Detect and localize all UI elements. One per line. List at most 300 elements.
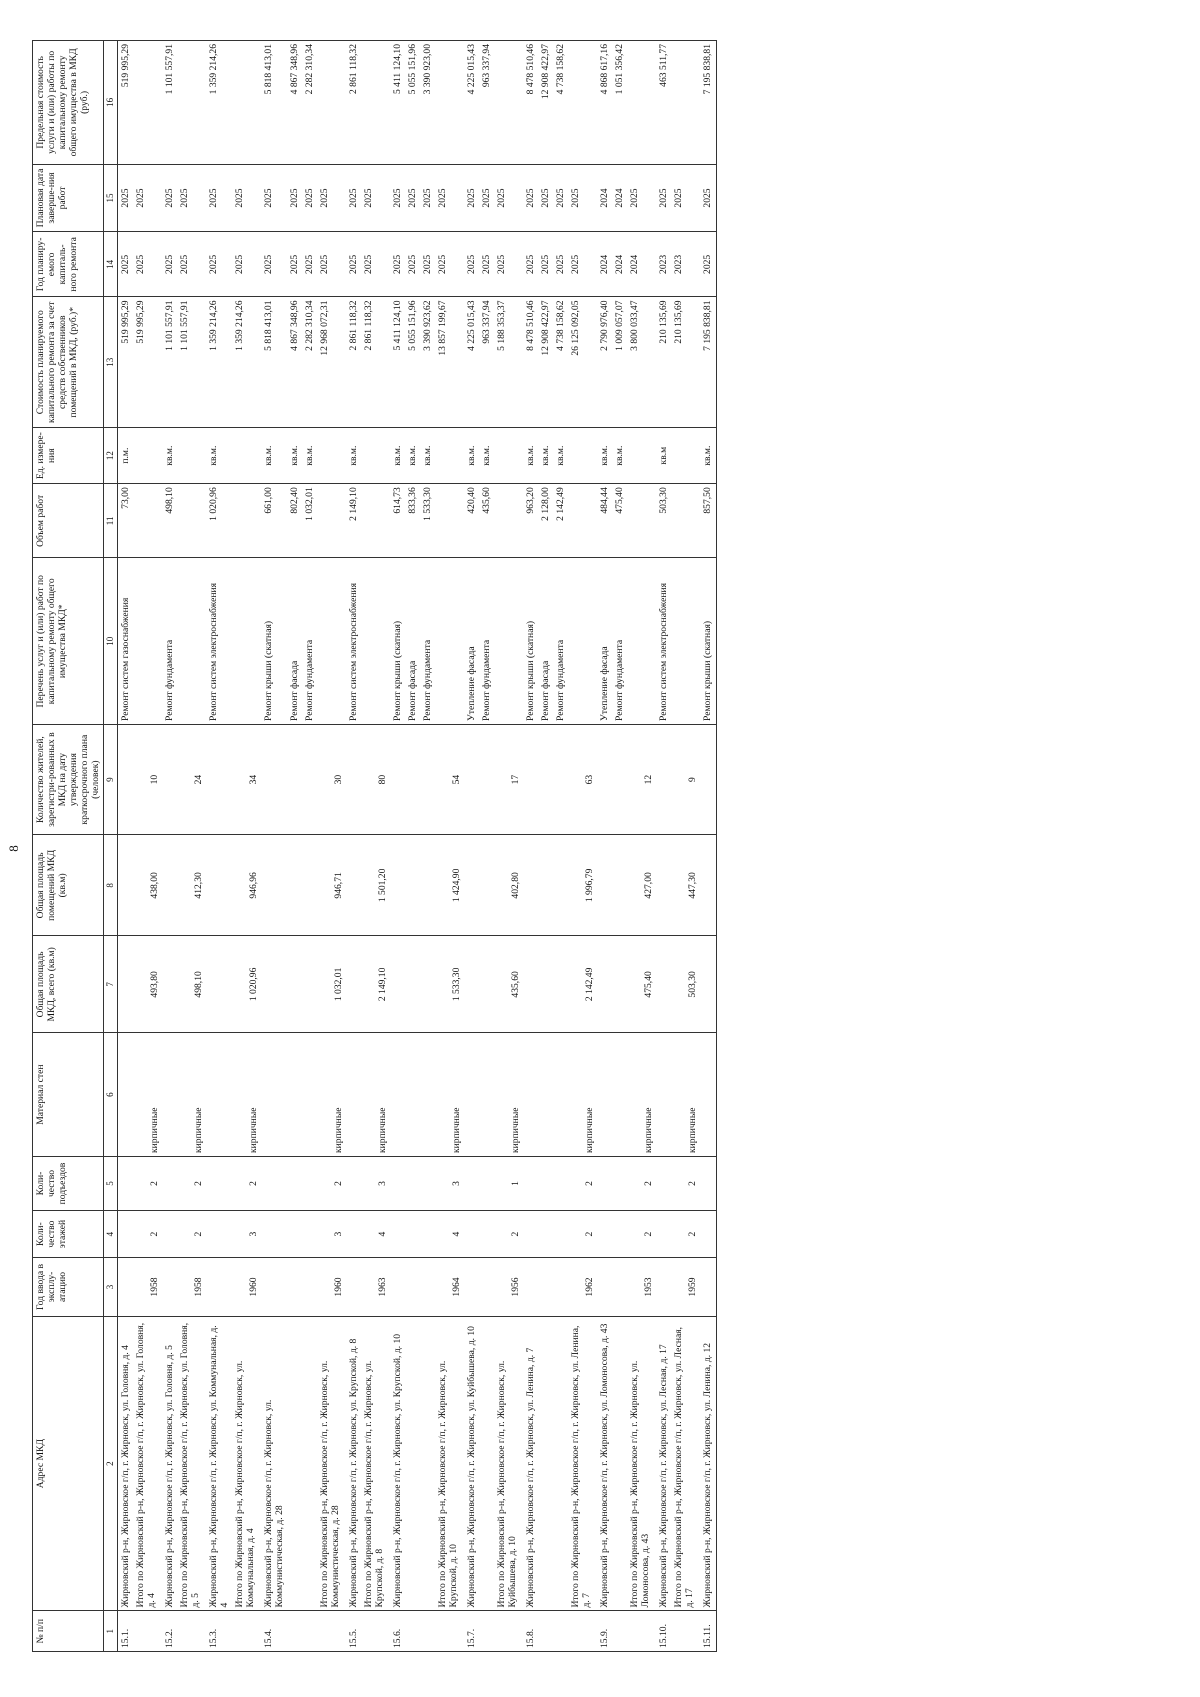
table-cell: 3 [361,1157,390,1211]
table-cell [390,725,405,835]
total-row [361,41,390,1652]
table-cell: кирпичные [232,1033,261,1157]
table-cell: 484,44 [597,484,612,558]
table-cell [627,41,656,165]
table-cell [435,484,464,558]
table-cell [553,835,568,936]
table-cell: 2025 [420,232,435,297]
table-cell [538,1211,553,1258]
table-cell: 1 101 557,91 [177,297,206,428]
table-cell: 1960 [232,1258,261,1317]
table-cell: 1 051 356,42 [612,41,627,165]
col-header: Плановая дата заверше-ния работ [33,164,104,232]
table-cell: 15.2. [162,1611,177,1652]
table-cell: 2 861 118,32 [346,297,361,428]
table-cell: Ремонт фундамента [302,558,317,725]
table-cell: Итого по Жирновский р-н, Жирновское г/п, г. Жирновск, ул. Ломоносова, д. 43 [627,1316,656,1611]
table-cell: 1963 [361,1258,390,1317]
table-cell: кирпичные [671,1033,700,1157]
table-cell: 2 [177,1211,206,1258]
table-cell: 5 055 151,96 [405,41,420,165]
table-cell: 2025 [479,232,494,297]
table-cell: 2025 [177,164,206,232]
table-cell [479,1258,494,1317]
table-cell: кв.м. [390,428,405,484]
table-cell [420,1611,435,1652]
table-cell [162,1258,177,1317]
table-cell: 2 [568,1211,597,1258]
col-header: Предельная стоимость услуги и (или) работы по капитальному ремонту общего имущества в МКД (руб.) [33,41,104,165]
table-cell: 2025 [162,164,177,232]
table-cell [206,1033,232,1157]
table-cell: 963 337,94 [479,297,494,428]
table-cell: 1 101 557,91 [162,297,177,428]
table-cell: 12 908 422,97 [538,41,553,165]
table-cell: 2025 [553,164,568,232]
column-number: 9 [104,725,117,835]
table-cell: 519 995,29 [133,297,162,428]
table-cell: 2025 [568,232,597,297]
table-cell [287,1611,302,1652]
table-cell: 493,80 [133,936,162,1033]
table-cell: 4 867 348,96 [287,297,302,428]
table-cell [523,1033,538,1157]
table-cell: 2025 [232,232,261,297]
table-cell: Жирновский р-н, Жирновское г/п, г. Жирновск, ул. Ленина, д. 12 [700,1316,716,1611]
table-cell: 1953 [627,1258,656,1317]
table-cell [568,1611,597,1652]
table-cell: 1 501,20 [361,835,390,936]
table-cell: 3 800 033,47 [627,297,656,428]
table-cell [479,936,494,1033]
table-cell: 1 032,01 [317,936,346,1033]
table-cell: п.м. [117,428,133,484]
table-cell: 2025 [133,164,162,232]
table-cell: 2 [133,1157,162,1211]
table-cell: Жирновский р-н, Жирновское г/п, г. Жирновск, ул. Головня, д. 5 [162,1316,177,1611]
table-cell: 2 282 310,34 [302,41,317,165]
table-cell [346,1157,361,1211]
total-row [671,41,700,1652]
table-cell: 2025 [405,164,420,232]
column-number-row [104,41,117,1652]
table-cell: Ремонт фундамента [420,558,435,725]
col-header: Количество жителей, зарегистри-рованных в МКД на дату утверждения краткосрочного плана (человек) [33,725,104,835]
table-cell: 2024 [597,164,612,232]
table-cell: 2025 [232,164,261,232]
table-cell [538,1611,553,1652]
table-cell: 5 411 124,10 [390,41,405,165]
table-cell: 3 390 923,00 [420,41,435,165]
table-cell: 1 359 214,26 [206,297,232,428]
table-cell: кв.м. [162,428,177,484]
table-cell [302,835,317,936]
table-cell [117,1157,133,1211]
table-cell: кв.м. [420,428,435,484]
table-cell [420,1316,435,1611]
table-row [656,41,671,1652]
table-cell [420,835,435,936]
table-cell: 3 390 923,62 [420,297,435,428]
table-cell: 2025 [206,164,232,232]
table-cell [612,835,627,936]
table-cell [612,1157,627,1211]
table-cell: 1 359 214,26 [232,297,261,428]
table-cell [568,558,597,725]
total-row [435,41,464,1652]
table-cell [538,1258,553,1317]
table-cell: кв.м. [346,428,361,484]
table-cell [117,725,133,835]
col-header: Общая площадь МКД, всего (кв.м) [33,936,104,1033]
table-cell [435,428,464,484]
table-cell [523,936,538,1033]
table-cell [627,428,656,484]
table-cell [597,1033,612,1157]
table-cell [553,936,568,1033]
table-cell: 661,00 [261,484,287,558]
table-cell: 15.6. [390,1611,405,1652]
table-cell: Итого по Жирновский р-н, Жирновское г/п, г. Жирновск, ул. Головня, д. 4 [133,1316,162,1611]
table-cell [671,484,700,558]
table-cell: 15.11. [700,1611,716,1652]
table-cell: 15.8. [523,1611,538,1652]
table-cell [568,484,597,558]
table-cell: 498,10 [162,484,177,558]
table-cell: 2 790 976,40 [597,297,612,428]
table-cell [302,1258,317,1317]
table-cell: 2025 [656,164,671,232]
table-cell: 2 142,49 [553,484,568,558]
table-cell: 1958 [133,1258,162,1317]
table-row [206,41,232,1652]
table-cell: 15.9. [597,1611,612,1652]
table-cell: 2 [317,1157,346,1211]
table-cell [232,558,261,725]
table-cell [162,835,177,936]
table-cell: 1 996,79 [568,835,597,936]
table-cell [287,1211,302,1258]
table-cell [232,428,261,484]
table-cell: 2025 [162,232,177,297]
table-cell [597,1258,612,1317]
table-cell [206,1157,232,1211]
table-row [261,41,287,1652]
table-cell [627,484,656,558]
table-cell [232,1611,261,1652]
table-cell: 2 282 310,34 [302,297,317,428]
table-cell [405,1157,420,1211]
table-cell [523,1157,538,1211]
total-row [317,41,346,1652]
table-cell: 2023 [656,232,671,297]
table-cell [538,1157,553,1211]
table-cell: 4 738 158,62 [553,41,568,165]
table-cell: 1956 [494,1258,523,1317]
col-header: Коли-чество подъездов [33,1157,104,1211]
column-number: 1 [104,1611,117,1652]
work-row [405,41,420,1652]
table-cell [390,1033,405,1157]
table-cell [700,1211,716,1258]
table-cell [206,936,232,1033]
table-cell [302,725,317,835]
table-cell [420,1033,435,1157]
table-cell: 54 [435,725,464,835]
table-cell: 210 135,69 [656,297,671,428]
table-cell [671,41,700,165]
table-cell: 2025 [177,232,206,297]
table-cell [597,1211,612,1258]
table-cell: 1 032,01 [302,484,317,558]
table-cell [390,1157,405,1211]
table-cell [494,484,523,558]
table-cell [261,835,287,936]
table-cell: 2025 [361,164,390,232]
table-cell [302,1157,317,1211]
table-cell [671,558,700,725]
table-cell [523,1211,538,1258]
table-cell: Ремонт фасада [405,558,420,725]
table-cell: Жирновский р-н, Жирновское г/п, г. Жирновск, ул. Крупской, д. 8 [346,1316,361,1611]
table-cell: кв.м. [405,428,420,484]
table-cell [302,1211,317,1258]
table-cell [405,1258,420,1317]
table-cell [405,1033,420,1157]
table-cell [538,725,553,835]
table-cell: кв.м. [523,428,538,484]
table-cell [479,1211,494,1258]
table-cell [361,1611,390,1652]
table-cell: 1959 [671,1258,700,1317]
table-cell: 2025 [317,164,346,232]
table-cell: 2025 [479,164,494,232]
table-row [117,41,133,1652]
table-cell [612,725,627,835]
table-cell: 1964 [435,1258,464,1317]
table-cell: 15.4. [261,1611,287,1652]
table-cell: 2025 [700,232,716,297]
table-row [464,41,479,1652]
table-cell: 1 009 057,07 [612,297,627,428]
table-cell [656,936,671,1033]
table-cell: 1 020,96 [232,936,261,1033]
table-cell [405,1316,420,1611]
table-cell [612,1316,627,1611]
table-cell [538,1316,553,1611]
table-cell: Итого по Жирновский р-н, Жирновское г/п, г. Жирновск, ул. Крупской, д. 10 [435,1316,464,1611]
column-number: 3 [104,1258,117,1317]
table-cell: кирпичные [133,1033,162,1157]
table-row [390,41,405,1652]
table-cell [553,1157,568,1211]
table-cell: 4 867 348,96 [287,41,302,165]
table-cell: 1958 [177,1258,206,1317]
table-row [597,41,612,1652]
table-cell: 24 [177,725,206,835]
table-cell: Утепление фасада [464,558,479,725]
table-row [162,41,177,1652]
col-header: Объем работ [33,484,104,558]
table-cell [317,558,346,725]
table-cell [479,1316,494,1611]
table-cell: 4 [361,1211,390,1258]
table-cell: 17 [494,725,523,835]
table-cell [390,1211,405,1258]
table-cell: 4 [435,1211,464,1258]
table-cell: 7 195 838,81 [700,41,716,165]
col-header: Перечень услуг и (или) работ по капитальному ремонту общего имущества МКД* [33,558,104,725]
table-cell: 412,30 [177,835,206,936]
table-cell: 30 [317,725,346,835]
table-cell: 2025 [390,164,405,232]
table-cell: 2025 [420,164,435,232]
column-number: 8 [104,835,117,936]
table-cell [287,936,302,1033]
table-cell: 3 [435,1157,464,1211]
table-cell [700,1157,716,1211]
table-cell: кв.м. [287,428,302,484]
table-cell: 402,80 [494,835,523,936]
table-cell [479,1033,494,1157]
table-cell [346,936,361,1033]
table-cell [627,1611,656,1652]
col-header: Стоимость планируемого капитального ремонта за счет средств собственников помещений в МКД, (руб.)* [33,297,104,428]
table-cell: 2025 [464,164,479,232]
table-cell: 963,20 [523,484,538,558]
table-cell: 210 135,69 [671,297,700,428]
table-cell [597,936,612,1033]
table-cell [420,936,435,1033]
table-cell [494,1611,523,1652]
table-cell [671,1611,700,1652]
table-cell: 3 [232,1211,261,1258]
table-cell [206,725,232,835]
table-cell [538,835,553,936]
table-cell: 2025 [117,164,133,232]
table-cell: 4 225 015,43 [464,41,479,165]
col-header: № п/п [33,1611,104,1652]
table-cell [538,936,553,1033]
work-row [287,41,302,1652]
table-cell [671,428,700,484]
table-cell [117,1211,133,1258]
table-cell: 1 101 557,91 [162,41,177,165]
table-cell: Ремонт систем газоснабжения [117,558,133,725]
table-cell [117,1033,133,1157]
table-cell: Ремонт фундамента [612,558,627,725]
table-cell [612,1211,627,1258]
table-cell: 2025 [206,232,232,297]
table-cell: 9 [671,725,700,835]
table-cell: Утепление фасада [597,558,612,725]
table-body [117,41,716,1652]
table-cell: 2025 [464,232,479,297]
table-cell [523,725,538,835]
table-cell: 15.3. [206,1611,232,1652]
total-row [232,41,261,1652]
work-row [612,41,627,1652]
table-cell: кв.м. [700,428,716,484]
table-cell: 2025 [523,164,538,232]
column-number: 13 [104,297,117,428]
table-cell: Ремонт крыши (скатная) [700,558,716,725]
table-cell [117,936,133,1033]
table-cell: 2025 [346,232,361,297]
table-cell: Итого по Жирновский р-н, Жирновское г/п, г. Жирновск, ул. Коммунальная, д. 4 [232,1316,261,1611]
table-cell [206,835,232,936]
table-cell [523,1258,538,1317]
table-cell [287,1258,302,1317]
total-row [568,41,597,1652]
table-cell: 519 995,29 [117,41,133,165]
table-row [523,41,538,1652]
table-cell [162,936,177,1033]
col-header: Общая площадь помещений МКД (кв.м) [33,835,104,936]
table-cell: 1 533,30 [420,484,435,558]
table-cell [390,835,405,936]
column-number: 11 [104,484,117,558]
table-cell [177,484,206,558]
table-cell: Ремонт фасада [538,558,553,725]
table-cell [133,41,162,165]
table-cell: 420,40 [464,484,479,558]
table-cell: 2025 [261,164,287,232]
table-cell [232,41,261,165]
table-cell [302,1611,317,1652]
table-cell: 2 [627,1157,656,1211]
table-cell: Ремонт фундамента [162,558,177,725]
table-cell [206,1258,232,1317]
table-cell: 5 818 413,01 [261,297,287,428]
table-cell [656,1258,671,1317]
table-cell: 4 225 015,43 [464,297,479,428]
table-cell: 8 478 510,46 [523,41,538,165]
table-cell: Ремонт крыши (скатная) [390,558,405,725]
table-cell: кирпичные [317,1033,346,1157]
col-header: Материал стен [33,1033,104,1157]
table-cell: 15.1. [117,1611,133,1652]
col-header: Коли-чество этажей [33,1211,104,1258]
column-number: 6 [104,1033,117,1157]
table-cell [523,835,538,936]
table-cell: 2025 [435,232,464,297]
table-cell: 1 424,90 [435,835,464,936]
table-cell: кирпичные [435,1033,464,1157]
table-cell: 2025 [317,232,346,297]
table-cell [287,1033,302,1157]
table-cell: 26 125 092,05 [568,297,597,428]
table-cell: 2025 [133,232,162,297]
table-cell [553,1316,568,1611]
table-cell [346,725,361,835]
table-cell: 1 359 214,26 [206,41,232,165]
table-cell: кирпичные [177,1033,206,1157]
table-cell: 12 908 422,97 [538,297,553,428]
table-cell: кв.м. [597,428,612,484]
table-cell [177,558,206,725]
table-cell: 1962 [568,1258,597,1317]
table-cell [405,1211,420,1258]
table-cell: 2 [177,1157,206,1211]
table-cell [479,835,494,936]
table-cell: 34 [232,725,261,835]
table-cell: Жирновский р-н, Жирновское г/п, г. Жирновск, ул. Ломоносова, д. 43 [597,1316,612,1611]
table-cell: 2 128,00 [538,484,553,558]
table-cell [302,936,317,1033]
table-cell [464,1157,479,1211]
table-cell [597,1157,612,1211]
